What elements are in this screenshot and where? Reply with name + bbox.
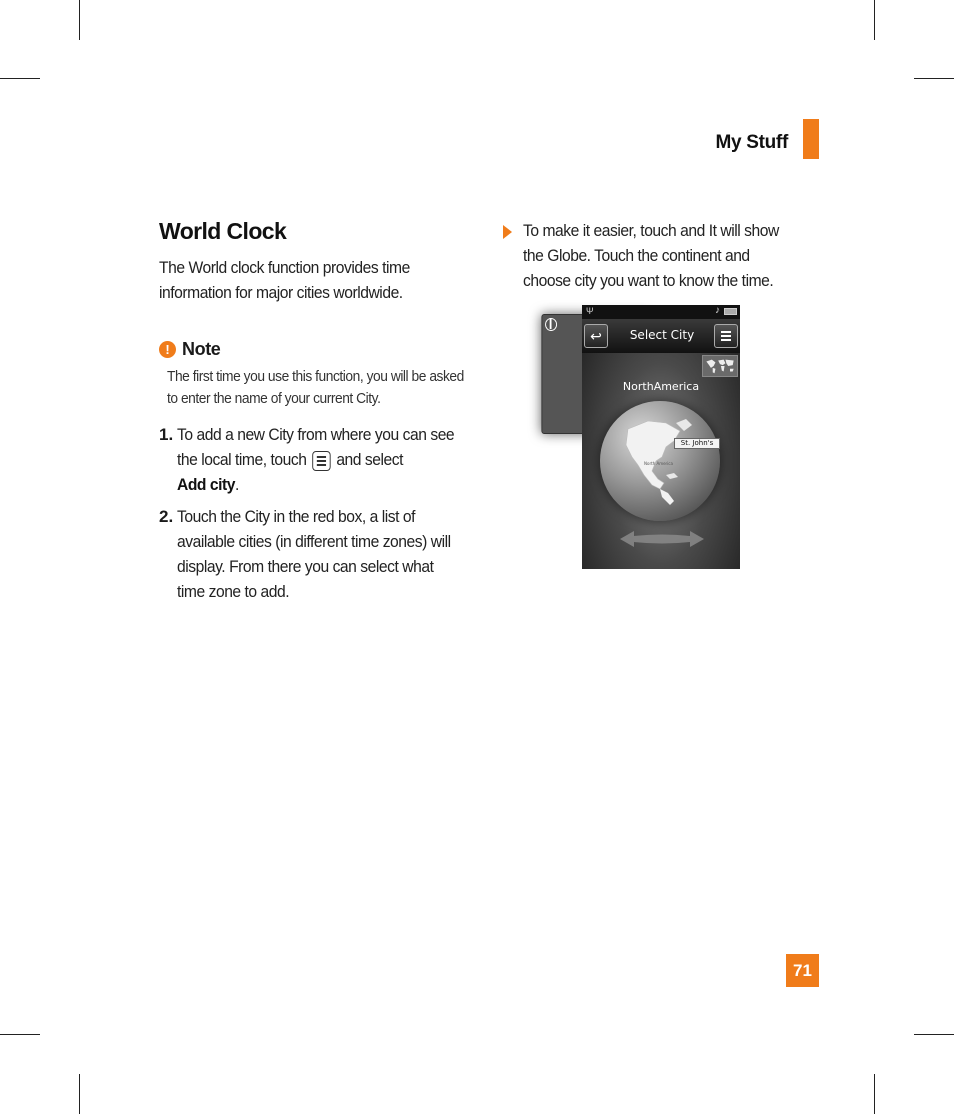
exclamation-icon: ! bbox=[159, 341, 176, 358]
globe-continent-label: North America bbox=[644, 461, 673, 466]
title-bar bbox=[582, 319, 740, 353]
crop-mark bbox=[914, 78, 954, 79]
globe[interactable] bbox=[600, 401, 720, 521]
tip-text-before: To make it easier, touch bbox=[523, 221, 677, 240]
step-text: Touch the City in the red box, a list of available cities (in different time zones) will display. From there you can select what time zone to add. bbox=[177, 507, 451, 601]
crop-mark bbox=[79, 0, 80, 40]
step-text-after: and select bbox=[336, 450, 404, 469]
section-header: My Stuff bbox=[715, 132, 788, 153]
step-end: . bbox=[235, 475, 239, 494]
continent-label: NorthAmerica bbox=[622, 380, 700, 393]
crop-mark bbox=[914, 1034, 954, 1035]
phone-screenshot bbox=[582, 305, 740, 569]
step-number: 2. bbox=[159, 507, 174, 526]
crop-mark bbox=[79, 1074, 80, 1114]
tip-text-after: and It will show the Globe. Touch the continent and choose city you want to know the time. bbox=[523, 221, 779, 290]
list-item bbox=[159, 422, 479, 497]
north-america-map bbox=[600, 401, 720, 521]
right-column bbox=[503, 218, 823, 293]
note-text: The first time you use this function, you will be asked to enter the name of your current City. bbox=[167, 368, 464, 407]
world-map-button[interactable] bbox=[702, 355, 738, 377]
steps-list bbox=[159, 422, 479, 604]
crop-mark bbox=[0, 78, 40, 79]
bullet-arrow-icon bbox=[503, 225, 512, 239]
tip-text bbox=[523, 218, 799, 293]
note-title: Note bbox=[182, 339, 221, 359]
list-view-button[interactable] bbox=[714, 324, 738, 348]
screen-title: Select City bbox=[629, 328, 695, 342]
status-bar bbox=[582, 305, 740, 319]
step-number: 1. bbox=[159, 425, 174, 444]
menu-icon bbox=[312, 451, 330, 471]
step-text bbox=[177, 422, 455, 497]
crop-mark bbox=[874, 1074, 875, 1114]
music-note-icon: ♪ bbox=[715, 305, 720, 316]
page-title: World Clock bbox=[159, 218, 287, 244]
list-item bbox=[159, 504, 479, 604]
step-text-before: To add a new City from where you can see the local time, touch bbox=[177, 425, 455, 469]
section-tab-marker bbox=[803, 119, 819, 159]
crop-mark bbox=[0, 1034, 40, 1035]
note-header bbox=[159, 339, 479, 360]
back-button[interactable] bbox=[584, 324, 608, 348]
signal-icon: Ψ bbox=[586, 306, 594, 316]
intro-paragraph: The World clock function provides time information for major cities worldwide. bbox=[159, 258, 410, 302]
page-number: 71 bbox=[786, 954, 819, 987]
left-column bbox=[159, 218, 479, 611]
step-bold-term: Add city bbox=[177, 475, 236, 494]
crop-mark bbox=[874, 0, 875, 40]
world-map-icon bbox=[703, 356, 737, 376]
battery-icon bbox=[724, 308, 737, 315]
tip-item bbox=[503, 218, 823, 293]
city-tag[interactable]: St. John's bbox=[674, 438, 720, 449]
rotate-arrows-icon[interactable] bbox=[612, 527, 712, 551]
back-arrow-icon: ↩ bbox=[590, 328, 602, 344]
